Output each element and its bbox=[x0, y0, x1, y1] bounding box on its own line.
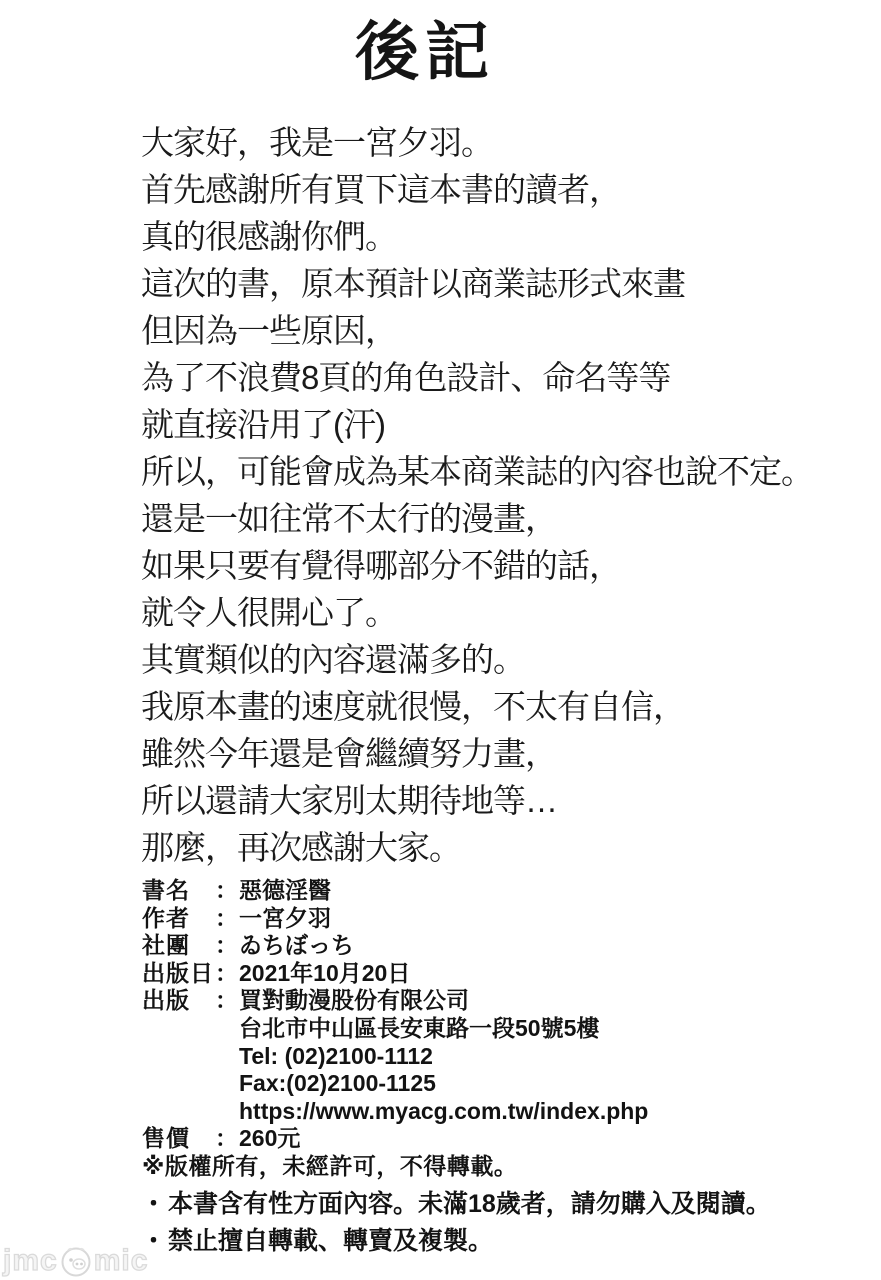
colophon-row-author bbox=[142, 905, 842, 933]
page-title: 後記 bbox=[355, 16, 495, 88]
publisher-url: https://www.myacg.com.tw/index.php bbox=[239, 1097, 649, 1124]
bullet-marker: ・ bbox=[141, 1190, 167, 1218]
colophon-colon: ： bbox=[215, 904, 238, 931]
colophon-value-price: 260元 bbox=[239, 1125, 301, 1152]
watermark-text-right: mic bbox=[93, 1244, 149, 1277]
body-line: 這次的書，原本預計以商業誌形式來畫 bbox=[141, 265, 685, 302]
publisher-fax: Fax:(02)2100-1125 bbox=[239, 1070, 436, 1097]
colophon-row-circle bbox=[142, 932, 842, 960]
colophon-value-publish-date: 2021年10月20日 bbox=[239, 959, 411, 986]
pig-face-icon bbox=[59, 1244, 93, 1278]
colophon-row-publish-date bbox=[142, 960, 842, 988]
colophon-row-publisher bbox=[142, 987, 842, 1015]
body-line: 那麼，再次感謝大家。 bbox=[141, 829, 461, 866]
body-line: 真的很感謝你們。 bbox=[141, 218, 397, 255]
colophon-row-price bbox=[142, 1125, 842, 1153]
bullet-marker: ・ bbox=[141, 1226, 167, 1255]
colophon-value-author: 一宮夕羽 bbox=[239, 904, 331, 931]
body-line: 但因為一些原因， bbox=[141, 312, 397, 349]
body-line: 我原本畫的速度就很慢，不太有自信， bbox=[141, 688, 685, 725]
body-line: 所以還請大家別太期待地等… bbox=[141, 782, 557, 819]
afterword-body bbox=[141, 119, 861, 871]
publisher-tel: Tel: (02)2100-1112 bbox=[239, 1042, 433, 1069]
body-line: 首先感謝所有買下這本書的讀者， bbox=[141, 171, 621, 208]
watermark-text-left: jmc bbox=[3, 1244, 58, 1277]
body-line: 為了不浪費8頁的角色設計、命名等等 bbox=[141, 359, 671, 396]
colophon bbox=[142, 877, 842, 1181]
colophon-colon: ： bbox=[215, 987, 238, 1014]
colophon-colon: ： bbox=[215, 932, 238, 959]
notice-text: 本書含有性方面內容。未滿18歲者，請勿購入及閱讀。 bbox=[168, 1190, 771, 1218]
colophon-colon: ： bbox=[215, 877, 238, 903]
copyright-notice: ※版權所有，未經許可，不得轉載。 bbox=[142, 1152, 518, 1179]
colophon-label: 書名 bbox=[142, 877, 190, 903]
colophon-label: 社團 bbox=[142, 932, 190, 959]
body-line: 就令人很開心了。 bbox=[141, 594, 397, 631]
notice-text: 禁止擅自轉載、轉賣及複製。 bbox=[168, 1226, 494, 1255]
notice-adult-content bbox=[141, 1186, 861, 1223]
colophon-label: 出版日 bbox=[142, 959, 214, 986]
colophon-label: 出版 bbox=[142, 987, 190, 1014]
publisher-address: 台北市中山區長安東路一段50號5樓 bbox=[239, 1014, 600, 1041]
body-line: 所以，可能會成為某本商業誌的內容也說不定。 bbox=[141, 453, 813, 490]
colophon-value-circle: ゐちぼっち bbox=[239, 932, 354, 959]
body-line: 就直接沿用了(汗) bbox=[141, 406, 385, 443]
notices bbox=[141, 1186, 861, 1259]
colophon-row-book-title bbox=[142, 877, 842, 905]
colophon-value-publisher: 買對動漫股份有限公司 bbox=[239, 987, 469, 1014]
body-line: 雖然今年還是會繼續努力畫， bbox=[141, 735, 557, 772]
colophon-colon: ： bbox=[215, 1125, 238, 1152]
colophon-colon: ： bbox=[215, 959, 238, 986]
body-line: 還是一如往常不太行的漫畫， bbox=[141, 500, 557, 537]
body-line: 大家好，我是一宮夕羽。 bbox=[141, 124, 493, 161]
colophon-value-book-title: 惡德淫醫 bbox=[239, 877, 331, 903]
notice-no-reproduction bbox=[141, 1223, 861, 1260]
watermark bbox=[3, 1244, 148, 1278]
colophon-label: 售價 bbox=[142, 1125, 190, 1152]
body-line: 其實類似的內容還滿多的。 bbox=[141, 641, 525, 678]
body-line: 如果只要有覺得哪部分不錯的話， bbox=[141, 547, 621, 584]
colophon-label: 作者 bbox=[142, 904, 190, 931]
